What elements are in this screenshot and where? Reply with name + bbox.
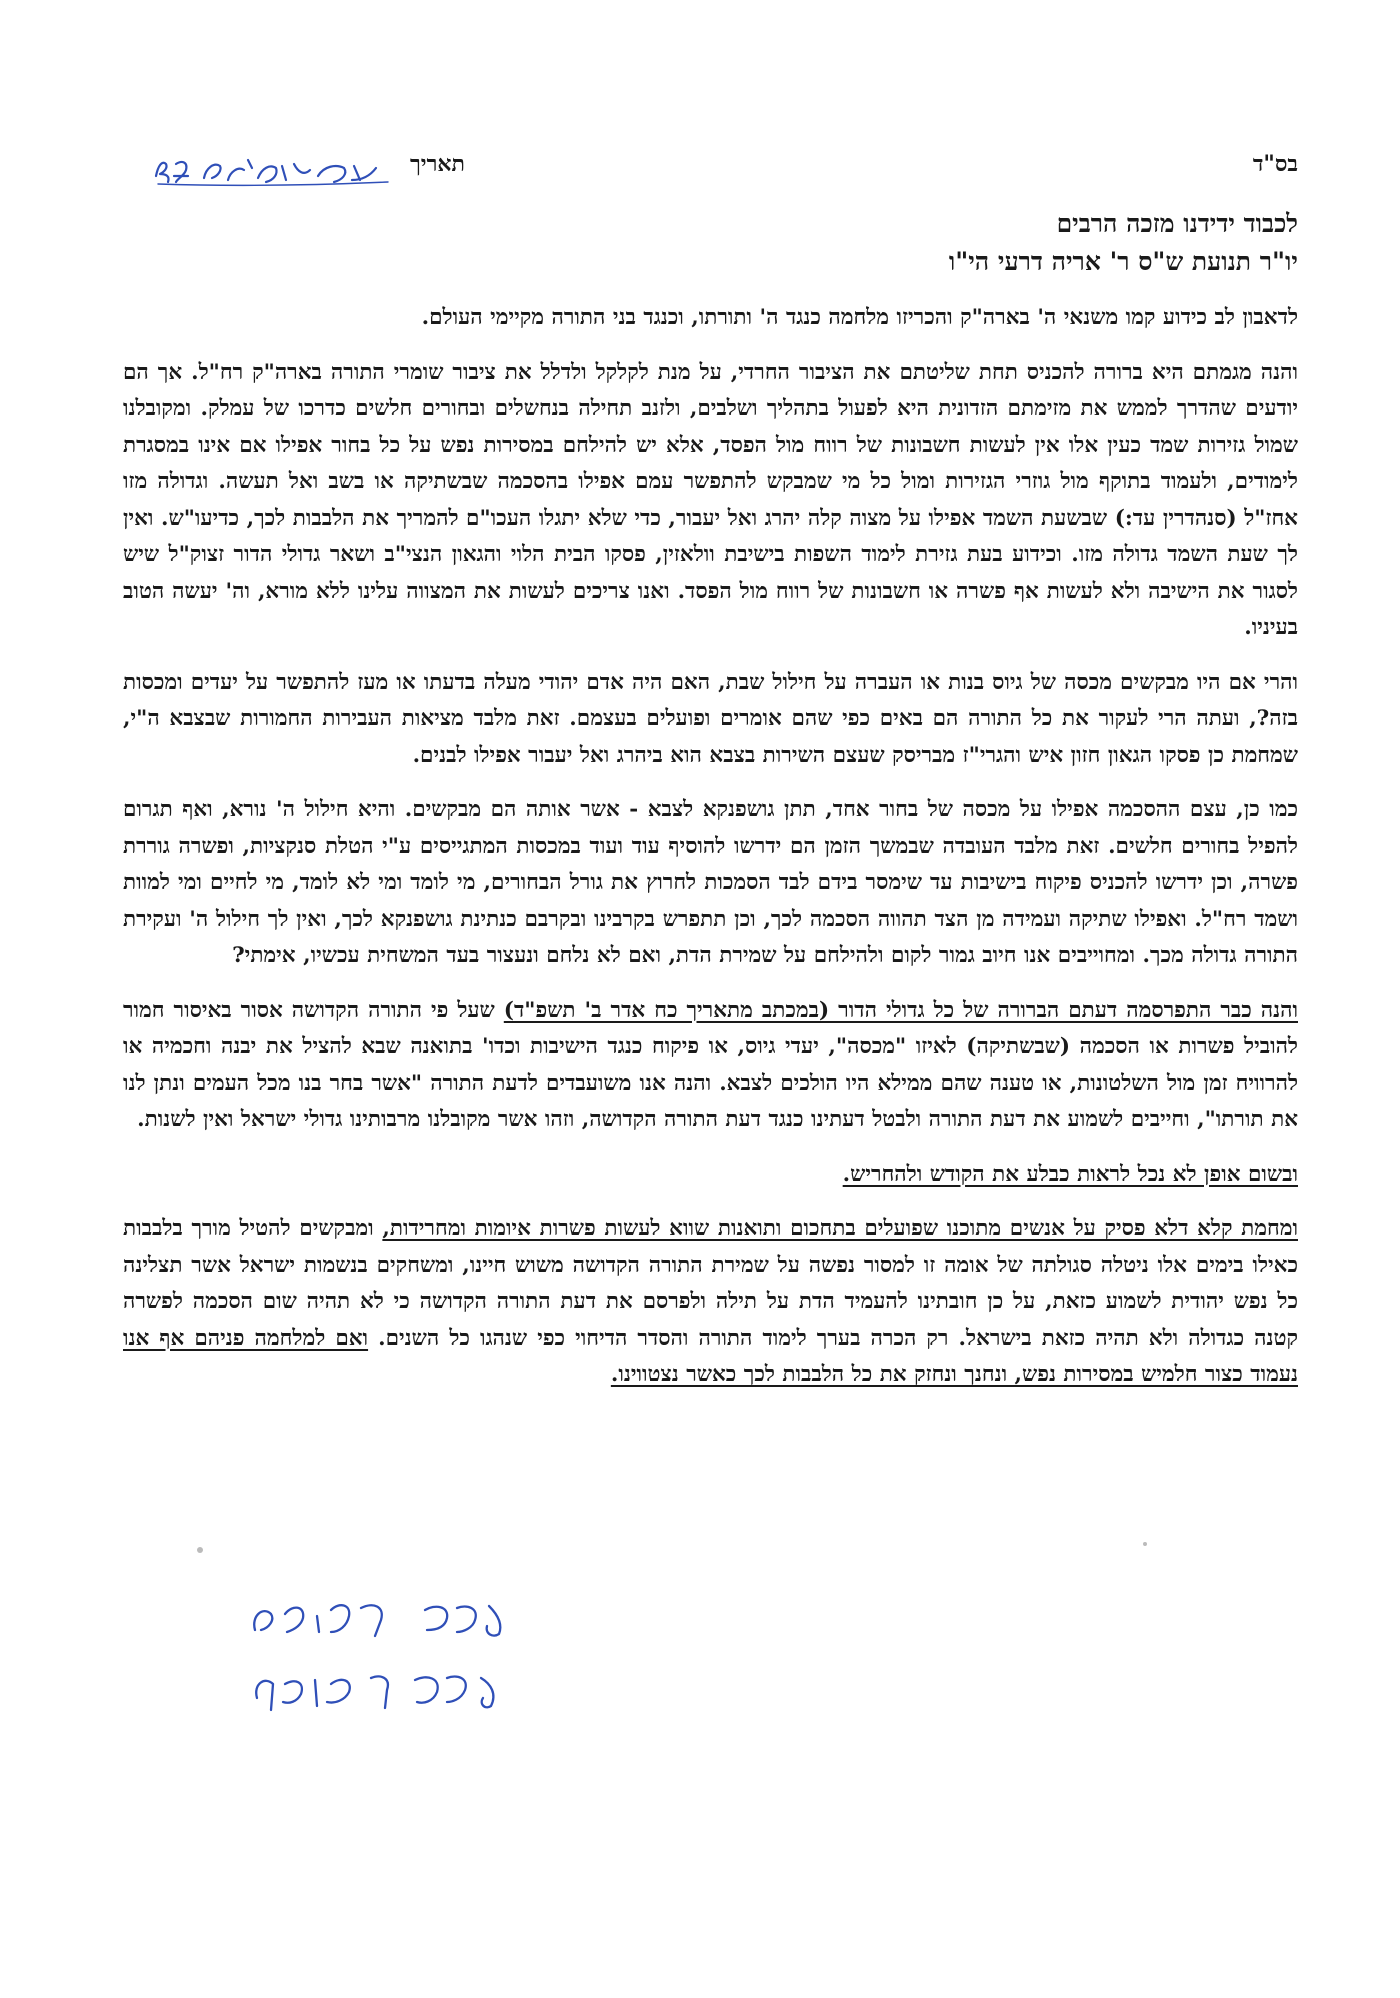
paragraph-4: כמו כן, עצם ההסכמה אפילו על מכסה של בחור אחד, תתן גושפנקא לצבא - אשר אותה הם מבקשים. והיא חילול ה' נורא, ואף תגרום להפיל בחורים חלשים. זאת מלבד העובדה שבמשך הזמן הם ידרשו להוסיף עוד ועוד במכסות המתגייסים ע"י הטלת סנקציות, ופשרה גוררת פשרה, וכן ידרשו להכניס פיקוח בישיבות עד שימסר בידם לבד הסמכות לחרוץ את גורל הבחורים, מי לומד ומי לא לומד, מי לחיים ומי למוות ושמד רח"ל. ואפילו שתיקה ועמידה מן הצד תהווה הסכמה לכך, וכן תתפרש בקרבינו ובקרבם כנתינת גושפנקא לכך, ואין לך חילול ה' ועקירת התורה גדולה מכך. ומחוייבים אנו חיוב גמור לקום ולהילחם על שמירת הדת, ואם לא נלחם ונעצור בעד המשחית עכשיו, אימתי? bbox=[123, 797, 1298, 968]
paragraph-5 bbox=[123, 993, 1298, 1139]
paragraph-5-underlined: והנה כבר התפרסמה דעתם הברורה של כל גדולי הדור (במכתב מתאריך כח אדר ב' תשפ"ד) bbox=[503, 997, 1298, 1023]
addressee-block bbox=[398, 205, 1298, 281]
paragraph-7 bbox=[123, 1211, 1298, 1394]
paragraph-7-middle: ומבקשים להטיל מורך בלבבות כאילו בימים אלו ניטלה סגולתה של אומה זו למסור נפשה על שמירת התורה הקדושה משוש חיינו, ומשחקים בנשמות ישראל אשר תצלינה כל נפש יהודית לשמוע כזאת, על כן חובתינו להעמיד הדת על תילה ולפרסם את דעת התורה הקדושה כי לא תהיה שום הסכמה לפשרה קטנה כגדולה ולא תהיה כזאת בישראל. רק הכרה בערך לימוד התורה והסדר הדיחוי כפי שנהגו כל השנים. bbox=[123, 1216, 1298, 1351]
date-block bbox=[148, 146, 468, 190]
paragraph-7-underlined-start: ומחמת קלא דלא פסיק על אנשים מתוכנו שפועלים בתחכום ותואנות שווא לעשות פשרות איומות ומחרידות, bbox=[382, 1216, 1298, 1241]
paragraph-6-underlined: ובשום אופן לא נכל לראות כבלע את הקודש ולהחריש. bbox=[842, 1161, 1298, 1187]
letter-body bbox=[123, 300, 1298, 1412]
paper-speck bbox=[197, 1547, 203, 1553]
addressee-line-1: לכבוד ידידנו מזכה הרבים bbox=[1056, 209, 1298, 238]
paragraph-2: והנה מגמתם היא ברורה להכניס תחת שליטתם את הציבור החרדי, על מנת לקלקל ולדלל את ציבור שומרי התורה בארה"ק רח"ל. אך הם יודעים שהדרך לממש את מזימתם הזדונית היא לפעול בתהליך ושלבים, ולזנב תחילה בנחשלים ובחורים חלשים כדרכו של עמלק. ומקובלנו שמול גזירות שמד כעין אלו אין לעשות חשבונות של רווח מול הפסד, אלא יש להילחם במסירות נפש על כל בחור אפילו אם אינו במסגרת לימודים, ולעמוד בתוקף מול גוזרי הגזירות ומול כל מי שמבקש להתפשר עמם אפילו בהסכמה שבשתיקה או בשב ואל תעשה. וגדולה מזו אחז"ל (סנהדרין עד:) שבשעת השמד אפילו על מצוה קלה יהרג ואל יעבור, כדי שלא יתגלו העכו"ם להמריך את הלבבות לכך, כדיעו"ש. ואין לך שעת השמד גדולה מזו. וכידוע בעת גזירת לימוד השפות בישיבת וולאזין, פסקו הבית הלוי והגאון הנצי"ב ושאר גדולי הדור זצוק"ל שיש לסגור את הישיבה ולא לעשות אף פשרה או חשבונות של רווח מול הפסד. ואנו צריכים לעשות את המצווה עלינו ללא מורא, וה' יעשה הטוב בעיניו. bbox=[123, 359, 1298, 640]
paragraph-6 bbox=[123, 1157, 1298, 1194]
bsd-header: בס"ד bbox=[1252, 151, 1298, 177]
handwritten-signature bbox=[235, 1580, 535, 1740]
paragraph-3: והרי אם היו מבקשים מכסה של גיוס בנות או העברה על חילול שבת, האם היה אדם יהודי מעלה בדעתו או מעז להתפשר על יעדים ומכסות בזה?, ועתה הרי לעקור את כל התורה הם באים כפי שהם אומרים ופועלים בעצמם. זאת מלבד מציאות העבירות החמורות שבצבא ה"י, שמחמת כן פסקו הגאון חזון איש והגרי"ז מבריסק שעצם השירות בצבא הוא ביהרג ואל יעבור אפילו לבנים. bbox=[123, 669, 1298, 768]
paragraph-1: לדאבון לב כידוע קמו משנאי ה' בארה"ק והכריזו מלחמה כנגד ה' ותורתו, וכנגד בני התורה מקיימי העולם. bbox=[421, 305, 1298, 330]
date-label: תאריך bbox=[410, 151, 465, 177]
paragraph-7-underlined-end: ואם למלחמה פניהם אף אנו נעמוד כצור חלמיש במסירות נפש, ונחנך ונחזק את כל הלבבות לכך כאשר נצטווינו. bbox=[123, 1325, 1298, 1387]
handwritten-date bbox=[148, 146, 398, 190]
paragraph-5-rest: שעל פי התורה הקדושה אסור באיסור חמור להוביל פשרות או הסכמה (שבשתיקה) לאיזו "מכסה", יעדי גיוס, או פיקוח כנגד הישיבות וכדו' בתואנה שבא להציל את יבנה וחכמיה או להרוויח זמן מול השלטונות, או טענה שהם ממילא היו הולכים לצבא. והנה אנו משועבדים לדעת התורה "אשר בחר בנו מכל העמים ונתן לנו את תורתו", וחייבים לשמוע את דעת התורה ולבטל דעתינו כנגד דעת התורה הקדושה, וזהו אשר מקובלנו מרבותינו גדולי ישראל ואין לשנות. bbox=[123, 997, 1298, 1132]
addressee-line-2: יו"ר תנועת ש"ס ר' אריה דרעי הי"ו bbox=[948, 247, 1298, 276]
paper-speck bbox=[1143, 1542, 1147, 1546]
